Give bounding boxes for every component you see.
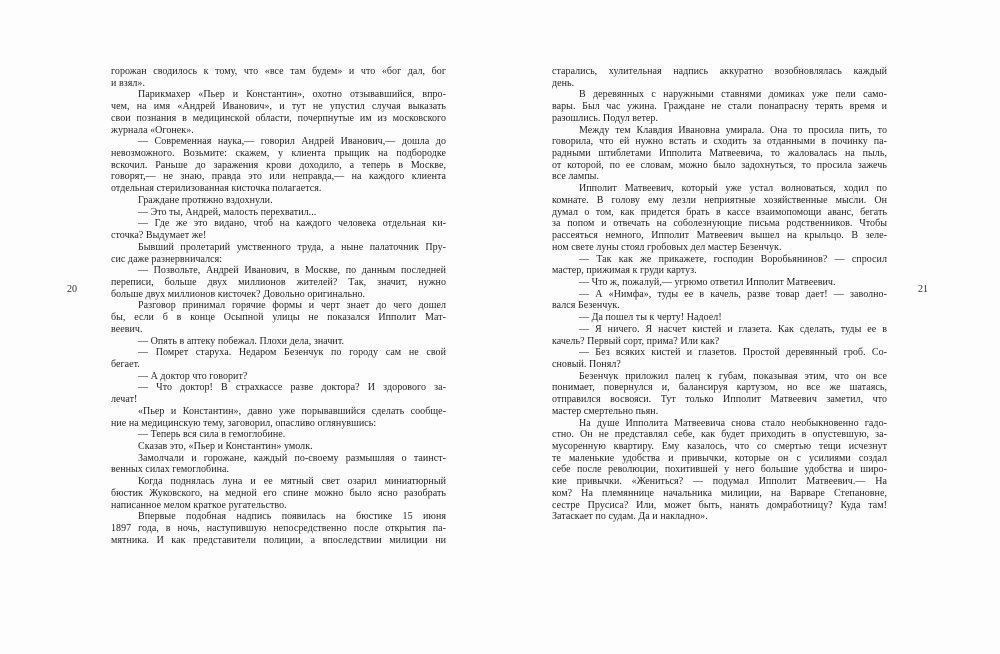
text-line: Когда поднялась луна и ее мятный свет озарил миниатюрный <box>138 476 446 488</box>
text-line: день. <box>552 77 575 89</box>
text-line: ние на медицинскую тему, заговорил, опасливо оглянувшись: <box>111 417 377 429</box>
text-line: ном свете луны стоял гробовых дел мастер Безенчук. <box>552 241 782 253</box>
text-line: Замолчали и горожане, каждый по-своему размышляя о таинст- <box>138 452 446 464</box>
text-line: комнате. В голову ему лезли неприятные хозяйственные мысли. Он <box>552 194 887 206</box>
text-line: сновый. Понял? <box>552 358 621 370</box>
text-line: стно. Он не представлял себе, как будет приходить в опустевшую, за- <box>552 429 887 441</box>
text-line: — Что доктор! В страхкассе разве доктора? И здорового за- <box>138 382 446 394</box>
text-line: отдельная стерилизованная кисточка полагается. <box>111 183 322 195</box>
text-line: — А доктор что говорит? <box>138 370 248 382</box>
text-line: вары. Был час ужина. Граждане не стали понапрасну терять время и <box>552 101 887 113</box>
text-line: те маленькие удобства и привычки, которые он с усилиями создал <box>552 452 887 464</box>
text-line: сестре Прусиса? Или, может быть, нанять домработницу? Куда там! <box>552 499 887 511</box>
text-line: журнала «Огонек». <box>111 124 194 136</box>
text-line: — А «Нимфа», туды ее в качель, разве товар дает! — заволно- <box>579 288 887 300</box>
text-line: мастер, прижимая к груди картуз. <box>552 265 697 277</box>
text-line: мусоренную квартиру. Ему казалось, что со смертью тещи исчезнут <box>552 441 887 452</box>
text-line: написанное мелом краткое ругательство. <box>111 499 287 511</box>
text-line: все лампы. <box>552 171 599 183</box>
text-line: думал о том, как придется брать в кассе взаимопомощи аванс, бегать <box>552 206 887 218</box>
text-line: отправился восвояси. Тут только Ипполит Матвеевич заметил, что <box>552 394 887 406</box>
text-line: Безенчук приложил палец к губам, показывая этим, что он все <box>579 370 887 382</box>
text-line: горожан сводилось к тому, что «все там будем» и что «бог дал, бог <box>111 66 446 77</box>
text-line: себе после революции, похитившей у него большие удобства и широ- <box>552 464 887 476</box>
text-line: — Где же это видано, чтоб на каждого человека отдельная ки- <box>138 218 446 230</box>
text-line: — Что ж, пожалуй,— угрюмо ответил Ипполит Матвеевич. <box>579 276 836 288</box>
text-line: бы, если б в конце Осыпной улицы не показался Ипполит Мат- <box>111 312 446 324</box>
text-line: больше двух миллионов кисточек? Довольно оригинально. <box>111 288 366 300</box>
text-line: — Позвольте, Андрей Иванович, в Москве, по данным последней <box>138 265 446 277</box>
text-line: вскочил. Раньше до заражения крови доходило, а теперь в Москве, <box>111 159 446 171</box>
text-line: — Без всяких кистей и глазетов. Простой деревянный гроб. Со- <box>579 347 887 359</box>
page-number-left: 20 <box>67 284 77 295</box>
text-line: переписи, больше двух миллионов жителей? Так, значит, нужно <box>111 276 446 288</box>
text-line: — Теперь вся сила в гемоглобине. <box>138 429 286 441</box>
text-line: Сказав это, «Пьер и Константин» умолк. <box>138 441 313 452</box>
text-line: На душе Ипполита Матвеевича снова стало необыкновенно гадо- <box>579 417 887 429</box>
text-line: от которой, по ее словам, можно было задохнуться, то просила зажечь <box>552 159 887 171</box>
text-line: кие привычки. «Жениться? — подумал Ипполит Матвеевич.— На <box>552 476 887 488</box>
text-line: мастер смертельно пьян. <box>552 405 659 417</box>
text-line: «Пьер и Константин», давно уже порывавшийся сделать сообще- <box>138 405 446 417</box>
text-line: радными штиблетами Ипполита Матвеевича, то жаловалась на пыль, <box>552 148 887 160</box>
text-line: и взял». <box>111 77 146 89</box>
text-line: — Да пошел ты к черту! Надоел! <box>579 312 722 324</box>
text-line: ком? На племяннице начальника милиции, на Варваре Степановне, <box>552 487 887 499</box>
text-line: за попом и отвечать на соболезнующие письма родственников. Чтобы <box>552 218 887 230</box>
text-line: Затаскает по судам. Да и накладно». <box>552 511 708 523</box>
text-line: чем, на имя «Андрей Иванович», и тут не упустил случая выказать <box>111 101 446 113</box>
page-right-text <box>552 66 887 523</box>
text-line: — Современная наука,— говорил Андрей Иванович,— дошла до <box>138 136 446 148</box>
text-line: старались, хулительная надпись аккуратно возобновлялась каждый <box>552 66 887 77</box>
text-line: — Опять в аптеку побежал. Плохи дела, значит. <box>138 335 345 347</box>
text-line: Парикмахер «Пьер и Константин», охотно отзывавшийся, впро- <box>138 89 446 101</box>
text-line: Между тем Клавдия Ивановна умирала. Она то просила пить, то <box>579 124 887 136</box>
text-line: сис даже разнервничался: <box>111 253 223 265</box>
text-line: бегает. <box>111 358 140 370</box>
text-line: бюстик Жуковского, на медной его спине можно было ясно разобрать <box>111 487 446 499</box>
text-line: — Это ты, Андрей, малость перехватил... <box>138 206 317 218</box>
text-line: — Я ничего. Я насчет кистей и глазета. Как сделать, туды ее в <box>579 323 887 335</box>
text-line: качель? Первый сорт, прима? Или как? <box>552 335 720 347</box>
text-line: — Так как же прикажете, господин Воробьянинов? — спросил <box>579 253 887 265</box>
text-line: вался Безенчук. <box>552 300 620 312</box>
text-line: говорила, что ей нужно встать и сходить за отданными в починку па- <box>552 136 887 148</box>
text-line: сточка? Выдумает же! <box>111 230 207 242</box>
text-line: 1897 года, в ночь, наступившую непосредственно после открытия па- <box>111 523 446 535</box>
text-line: мятника. И как представители полиции, а впоследствии милиции ни <box>111 534 446 546</box>
text-line: Ипполит Матвеевич, который уже устал волноваться, ходил по <box>579 183 887 195</box>
text-line: Бывший пролетарий умственного труда, а ныне палаточник Пру- <box>138 241 446 253</box>
text-line: лечат! <box>111 394 138 406</box>
text-line: невозможного. Возьмите: скажем, у клиента прыщик на подбородке <box>111 148 446 160</box>
text-line: Разговор принимал горячие формы и черт знает до чего дошел <box>138 300 446 312</box>
text-line: свои познания в медицинской области, почерпнутые им из московского <box>111 112 446 124</box>
text-line: В деревянных с наружными ставнями домиках уже пели само- <box>579 89 887 101</box>
page-number-right: 21 <box>918 284 928 295</box>
text-line: Граждане протяжно вздохнули. <box>138 194 273 206</box>
text-line: венных силах гемоглобина. <box>111 464 230 476</box>
text-line: Впервые подобная надпись появилась на бюстике 15 июня <box>138 511 446 523</box>
text-line: веевич. <box>111 323 143 335</box>
text-line: рассеяться немного, Ипполит Матвеевич вышел на крыльцо. В зеле- <box>552 230 887 242</box>
text-line: понимает, повернулся и, балансируя картузом, но все же шатаясь, <box>552 382 887 394</box>
page-left-text <box>111 66 446 546</box>
text-line: говорят,— не знаю, правда это или неправда,— на каждого клиента <box>111 171 446 183</box>
text-line: разошлись. Подул ветер. <box>552 112 659 124</box>
text-line: — Помрет старуха. Недаром Безенчук по городу сам не свой <box>138 347 446 359</box>
